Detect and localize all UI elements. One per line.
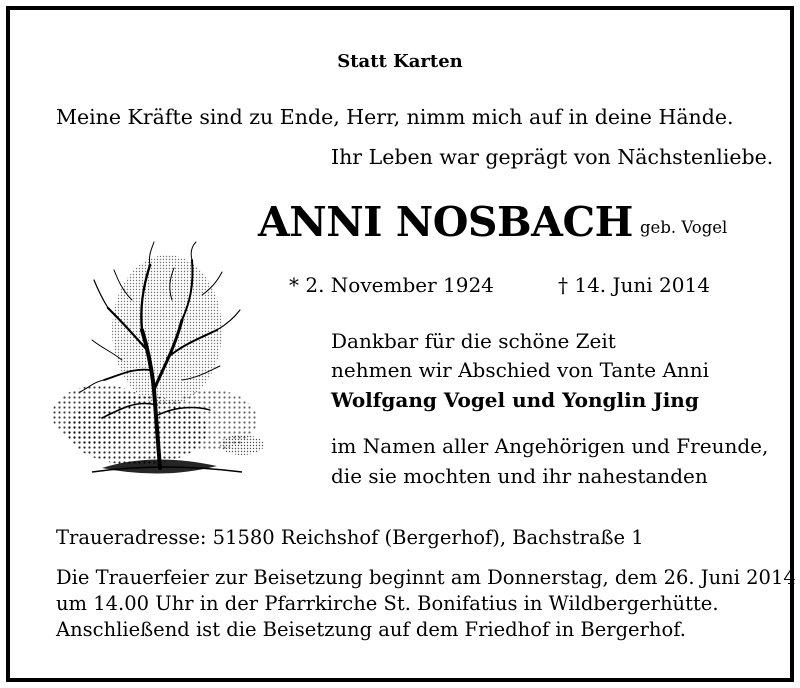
mourning-address: Traueradresse: 51580 Reichshof (Bergerhof), Bachstraße 1 [56,526,644,549]
funeral-line-3: Anschließend ist die Beisetzung auf dem Friedhof in Bergerhof. [56,618,686,641]
deceased-name: ANNI NOSBACH [258,198,633,246]
relatives-line-1: im Namen aller Angehörigen und Freunde, [331,434,769,458]
relatives-line-2: die sie mochten und ihr nahestanden [331,464,708,488]
signers-names: Wolfgang Vogel und Yonglin Jing [331,388,699,412]
thanks-line-1: Dankbar für die schöne Zeit [331,329,616,353]
funeral-line-2: um 14.00 Uhr in der Pfarrkirche St. Bonifatius in Wildbergerhütte. [56,592,719,615]
verse-text: Meine Kräfte sind zu Ende, Herr, nimm mich auf in deine Hände. [56,105,734,129]
birth-name: geb. Vogel [640,218,728,237]
header-title: Statt Karten [337,51,463,72]
life-quote: Ihr Leben war geprägt von Nächstenliebe. [331,145,774,169]
funeral-line-1: Die Trauerfeier zur Beisetzung beginnt am Donnerstag, dem 26. Juni 2014 [56,566,796,589]
thanks-line-2: nehmen wir Abschied von Tante Anni [331,358,710,382]
tree-illustration-icon [42,240,274,488]
birth-date: * 2. November 1924 [289,273,494,297]
death-date: † 14. Juni 2014 [558,273,710,297]
